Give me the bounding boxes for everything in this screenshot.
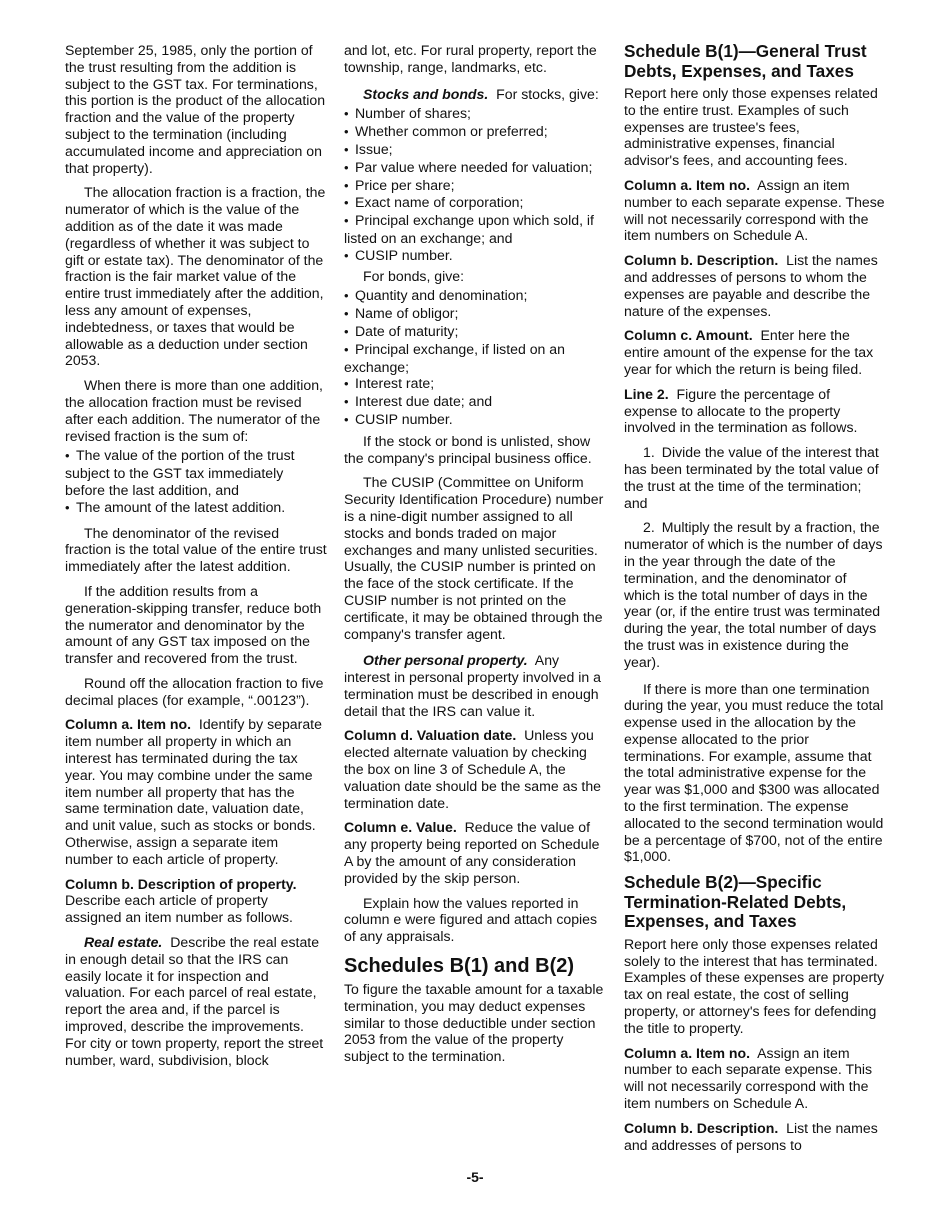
stocks-bonds-section <box>344 86 606 103</box>
paragraph: If the addition results from a generation-skipping transfer, reduce both the numerator and denominator by the amount of any GST tax imposed on the transfer and recovered from the trust. <box>65 582 322 667</box>
column-a-heading: Column a. Item no. <box>624 176 751 193</box>
paragraph: To figure the taxable amount for a taxable termination, you may deduct expenses similar to those deductible under section 2053 from the value of the property subject to the termination. <box>344 981 604 1065</box>
paragraph: September 25, 1985, only the portion of the trust resulting from the addition is subject to the GST tax. For terminations, this portion is the product of the allocation fraction and the value of the property subject to the termination (including accumulated income and appreciation on that property). <box>65 42 326 176</box>
line-2-text: Figure the percentage of expense to allocate to the property involved in the termination as follows. <box>624 385 858 436</box>
real-estate-heading: Real estate. <box>84 934 163 951</box>
real-estate-text: Describe the real estate in enough detail so that the IRS can easily locate it for inspection and valuation. For each parcel of real estate, report the area and, if the parcel is improved, describe the improvements. For city or town property, report the street number, ward, subdivision, block <box>65 934 324 1068</box>
list-item: • Whether common or preferred; <box>344 123 606 141</box>
paragraph: Round off the allocation fraction to five decimal places (for example, “.00123”). <box>65 674 324 708</box>
column-d-text: Unless you elected alternate valuation by checking the box on line 3 of Schedule A, the valuation date should be the same as the termination date. <box>344 727 601 811</box>
bonds-intro: For bonds, give: <box>363 267 465 284</box>
column-b-heading: Column b. Description. <box>624 252 779 269</box>
column-a-text: Assign an item number to each separate expense. These will not necessarily correspond with the item numbers on Schedule A. <box>624 176 885 244</box>
paragraph: If there is more than one termination during the year, you must reduce the total expense used in the allocation by the expense allocated to the prior terminations. For example, assume that the total administrative expense for the year was $1,000 and $300 was allocated to the first termination. The expense allocated to the second termination would be a percentage of $700, not of the entire $1,000. <box>624 680 884 865</box>
column-b-text: List the names and addresses of persons to whom the expenses are payable and describe the nature of the expenses. <box>624 252 878 319</box>
list-item: • CUSIP number. <box>344 411 606 429</box>
column-c-section <box>624 327 886 377</box>
column-a-heading: Column a. Item no. <box>624 1044 751 1061</box>
column-e-section <box>344 819 606 886</box>
paragraph: The CUSIP (Committee on Uniform Security Identification Procedure) number is a nine-digit number assigned to all stocks and bonds traded on major exchanges and many unlisted securities. Usually, the CUSIP number is printed on the face of the stock certificate. If the CUSIP number is not printed on the certificate, it may be obtained through the company's transfer agent. <box>344 474 604 642</box>
list-item: • Name of obligor; <box>344 305 606 323</box>
list-item: • Par value where needed for valuation; <box>344 159 606 177</box>
list-item: • Interest due date; and <box>344 393 606 411</box>
list-item: • Exact name of corporation; <box>344 194 606 212</box>
paragraph: When there is more than one addition, the allocation fraction must be revised after each addition. The numerator of the revised fraction is the sum of: <box>65 377 323 444</box>
column-1 <box>65 42 327 1076</box>
line-2-section <box>624 386 886 436</box>
real-estate-section <box>65 934 327 1068</box>
list-item: • Price per share; <box>344 177 606 195</box>
column-3 <box>624 42 886 1161</box>
schedule-b1-heading: Schedule B(1)—General Trust Debts, Expenses, and Taxes <box>624 41 867 81</box>
paragraph: The denominator of the revised fraction is the total value of the entire trust immediately after the latest addition. <box>65 524 327 575</box>
column-d-section <box>344 727 606 811</box>
column-e-heading: Column e. Value. <box>344 819 457 836</box>
list-item: • Quantity and denomination; <box>344 287 606 305</box>
list-item: • The amount of the latest addition. <box>65 499 327 517</box>
column-b-section <box>624 1120 886 1154</box>
line-2-heading: Line 2. <box>624 385 669 402</box>
column-d-heading: Column d. Valuation date. <box>344 727 517 744</box>
bond-bullet-list <box>344 287 606 428</box>
column-a-text: Assign an item number to each separate expense. This will not necessarily correspond with the item numbers on Schedule A. <box>624 1044 873 1111</box>
list-item: • CUSIP number. <box>344 247 606 265</box>
paragraph: Report here only those expenses related to the entire trust. Examples of such expenses are trustee's fees, administrative expenses, financial advisor's fees, and accounting fees. <box>624 85 878 169</box>
list-item: • Number of shares; <box>344 105 606 123</box>
column-b-heading: Column b. Description. <box>624 1119 779 1136</box>
list-item: • Principal exchange, if listed on an exchange; <box>344 341 606 376</box>
column-a-heading: Column a. Item no. <box>65 716 192 733</box>
paragraph: Report here only those expenses related solely to the interest that has terminated. Examples of these expenses are property tax on real estate, the cost of selling property, or attorney's fees for defending the title to property. <box>624 935 885 1036</box>
column-b-heading: Column b. Description of property. <box>65 875 297 892</box>
other-personal-property-section <box>344 652 606 719</box>
stock-bullet-list <box>344 105 606 264</box>
step-1: 1. Divide the value of the interest that has been terminated by the total value of the trust at the time of the termination; and <box>624 444 879 511</box>
list-item: • Principal exchange upon which sold, if listed on an exchange; and <box>344 212 606 247</box>
paragraph: and lot, etc. For rural property, report the township, range, landmarks, etc. <box>344 42 597 75</box>
column-b-section <box>624 252 886 319</box>
schedules-b1-b2-heading: Schedules B(1) and B(2) <box>344 955 575 978</box>
column-2 <box>344 42 606 1073</box>
page-number: -5- <box>466 1169 484 1185</box>
column-c-heading: Column c. Amount. <box>624 327 753 344</box>
column-a-section <box>624 177 886 244</box>
other-personal-property-heading: Other personal property. <box>363 652 528 669</box>
column-a-text: Identify by separate item number all property in which an interest has terminated during the tax year. You may combine under the same item number all property that has the same termination date, valuation date, and unit value, such as stocks or bonds. Otherwise, assign a separate item number to each article of property. <box>65 716 322 867</box>
stocks-bonds-heading: Stocks and bonds. <box>363 85 489 102</box>
paragraph: If the stock or bond is unlisted, show the company's principal business office. <box>344 432 592 466</box>
stocks-bonds-text: For stocks, give: <box>496 85 599 102</box>
column-a-section <box>624 1045 886 1112</box>
column-a-item-no-section <box>65 716 327 867</box>
other-personal-property-text: Any interest in personal property involved in a termination must be described in enough detail that the IRS can value it. <box>344 652 601 719</box>
list-item: • Date of maturity; <box>344 323 606 341</box>
column-b-text: Describe each article of property assigned an item number as follows. <box>65 892 293 926</box>
column-b-text: List the names and addresses of persons to <box>624 1119 878 1153</box>
step-2: 2. Multiply the result by a fraction, the numerator of which is the number of days in the year through the date of the termination, and the denominator of which is the total number of days in the year (or, if the entire trust was terminated during the year, the total number of days the trust was in existence during the year). <box>624 519 883 670</box>
schedule-b2-heading: Schedule B(2)—Specific Termination-Related Debts, Expenses, and Taxes <box>624 872 847 932</box>
bullet-list <box>65 447 327 516</box>
list-item: • The value of the portion of the trust subject to the GST tax immediately before the last addition, and <box>65 447 327 498</box>
column-c-text: Enter here the entire amount of the expense for the tax year for which the return is being filed. <box>624 327 874 377</box>
list-item: • Issue; <box>344 141 606 159</box>
paragraph: Explain how the values reported in column e were figured and attach copies of any appraisals. <box>344 894 598 945</box>
list-item: • Interest rate; <box>344 375 606 393</box>
paragraph: The allocation fraction is a fraction, the numerator of which is the value of the addition as of the date it was made (regardless of whether it was subject to gift or estate tax). The denominator of the fraction is the fair market value of the entire trust immediately after the addition, less any amount of expenses, indebtedness, or taxes that would be allowable as a deduction under section 2053. <box>65 184 326 369</box>
column-e-text: Reduce the value of any property being reported on Schedule A by the amount of any consideration provided by the skip person. <box>344 819 600 886</box>
column-b-description-section <box>65 876 327 926</box>
